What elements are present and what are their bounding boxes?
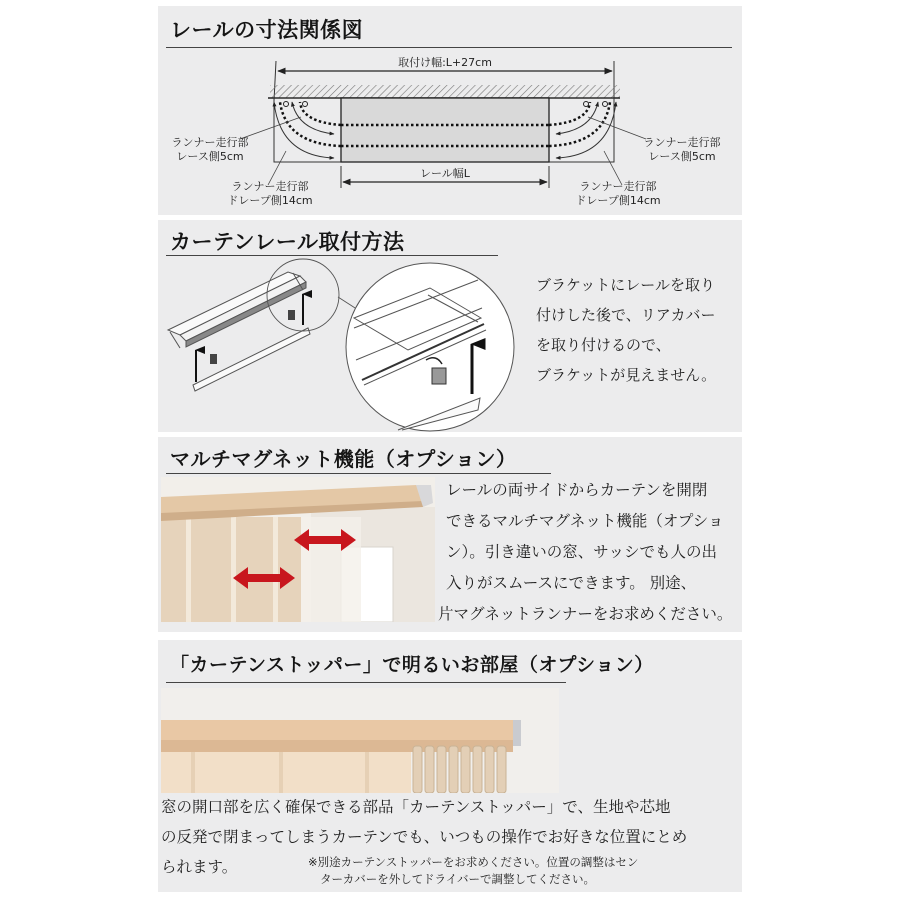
multi-magnet-panel [158, 437, 742, 632]
multi-magnet-line-4: 入りがスムースにできます。 別途、 [446, 574, 697, 592]
curtain-stopper-line-3: られます。 [161, 858, 238, 876]
mounting-line-4: ブラケットが見えません。 [536, 366, 717, 384]
right-drape-runner-label-2: ドレープ側14cm [575, 194, 661, 207]
note-line-2: ターカバーを外してドライバーで調整してください。 [320, 872, 595, 886]
curtain-stopper-note [308, 854, 638, 888]
mounting-line-2: 付けした後で、リアカバー [536, 306, 716, 324]
mounting-method-panel [158, 220, 742, 432]
rail-dimension-diagram [158, 6, 742, 215]
mount-width-label: 取付け幅:L+27cm [398, 56, 492, 69]
curtain-stopper-photo [161, 688, 559, 793]
mounting-illustration [158, 220, 528, 432]
section-title-mounting: カーテンレール取付方法 [170, 230, 405, 254]
note-line-1: ※別途カーテンストッパーをお求めください。位置の調整はセン [308, 855, 639, 869]
left-lace-runner-label-2: レース側5cm [176, 150, 244, 163]
multi-magnet-line-1: レールの両サイドからカーテンを開閉 [446, 481, 708, 499]
rail-width-label: レール幅L [420, 167, 470, 180]
right-lace-runner-label-1: ランナー走行部 [643, 136, 721, 149]
curtain-stopper-panel [158, 640, 742, 892]
title-underline [166, 473, 551, 474]
right-lace-runner-label-2: レース側5cm [648, 150, 716, 163]
rail-dimensions-panel [158, 6, 742, 215]
mounting-line-1: ブラケットにレールを取り [536, 276, 715, 294]
section-title-dimensions: レールの寸法関係図 [170, 18, 364, 42]
multi-magnet-photo [161, 477, 435, 622]
mounting-line-3: を取り付けるので、 [536, 336, 671, 354]
curtain-stopper-line-2: の反発で閉まってしまうカーテンでも、いつもの操作でお好きな位置にとめ [161, 828, 688, 846]
left-drape-runner-label-1: ランナー走行部 [231, 180, 309, 193]
title-underline [166, 682, 566, 683]
multi-magnet-line-3: ン）。引き違いの窓、サッシでも人の出 [446, 543, 717, 561]
mounting-description [536, 270, 716, 390]
right-drape-runner-label-1: ランナー走行部 [579, 180, 657, 193]
multi-magnet-line-5: 片マグネットランナーをお求めください。 [438, 605, 733, 623]
left-drape-runner-label-2: ドレープ側14cm [227, 194, 313, 207]
multi-magnet-description [438, 475, 733, 630]
left-lace-runner-label-1: ランナー走行部 [171, 136, 249, 149]
multi-magnet-line-2: できるマルチマグネット機能（オプショ [446, 512, 724, 530]
section-title-multi-magnet: マルチマグネット機能（オプション） [170, 447, 517, 471]
section-title-curtain-stopper: 「カーテンストッパー」で明るいお部屋（オプション） [170, 654, 654, 676]
curtain-stopper-line-1: 窓の開口部を広く確保できる部品「カーテンストッパー」で、生地や芯地 [161, 798, 671, 816]
